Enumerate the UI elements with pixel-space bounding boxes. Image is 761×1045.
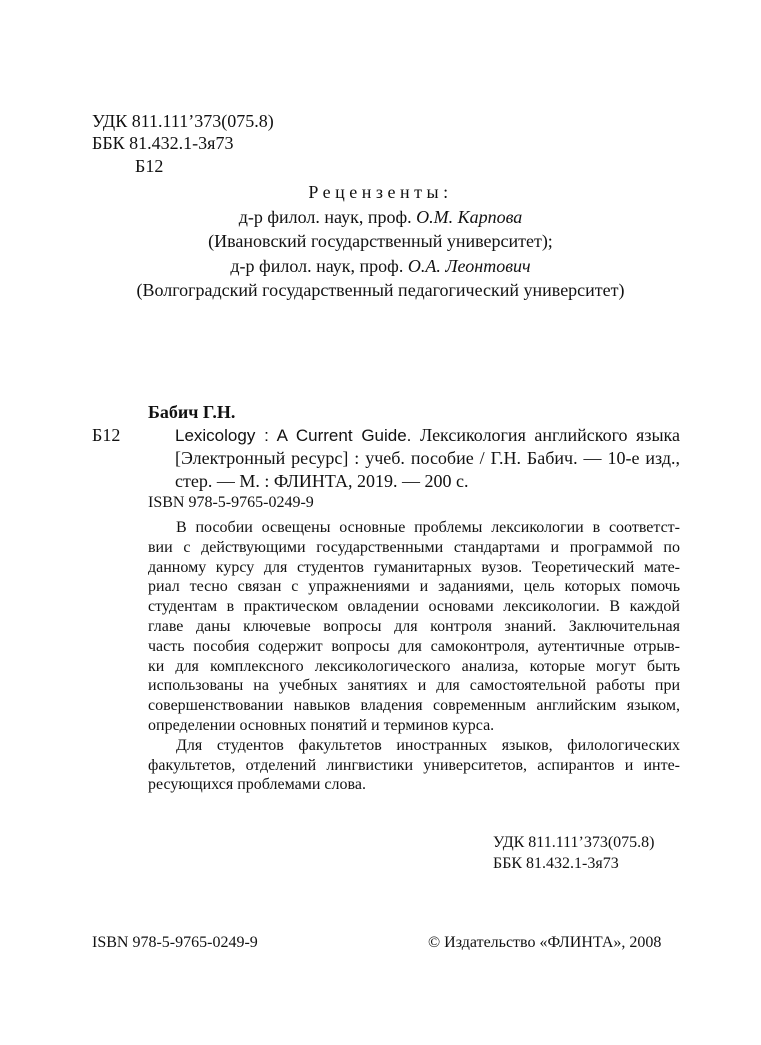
reviewer-1	[0, 205, 761, 230]
abstract-line: главе даны ключевые вопросы для контроля знаний. Заключительная	[148, 617, 680, 635]
bib-line-3: стер. — М. : ФЛИНТА, 2019. — 200 с.	[175, 471, 469, 491]
bbk-code: ББК 81.432.1-3я73	[92, 133, 234, 153]
udk-code-bottom: УДК 811.111’373(075.8)	[493, 834, 655, 851]
book-title-en: Lexicology : A Current Guide.	[175, 426, 412, 445]
book-title-ru: Лексикология английского языка	[419, 425, 681, 445]
abstract-line: риал тесно связан с упражнениями и заданиями, цель которых помочь	[148, 578, 680, 596]
book-author: Бабич Г.Н.	[148, 402, 236, 422]
reviewer-2-affiliation: (Волгоградский государственный педагогический университет)	[136, 280, 625, 300]
reviewer-2-name: О.А. Леонтович	[407, 255, 531, 276]
audience-line: Для студентов факультетов иностранных языков, филологических	[176, 736, 680, 754]
udk-code: УДК 811.111’373(075.8)	[92, 111, 274, 131]
audience-line: ресующихся проблемами слова.	[148, 776, 366, 794]
abstract-line: данному курсу для студентов гуманитарных вузов. Теоретический мате-	[148, 558, 680, 576]
abstract-line: использованы на учебных занятиях и для самостоятельной работы при	[148, 677, 680, 695]
bib-author-mark: Б12	[92, 425, 121, 445]
reviewer-2-degree: д-р филол. наук, проф.	[230, 255, 404, 276]
abstract-line: часть пособия содержит вопросы для самоконтроля, аутентичные отрыв-	[148, 637, 680, 655]
bibliographic-description	[175, 424, 680, 493]
abstract-line: совершенствовании навыков владения современным английским языком,	[148, 697, 680, 715]
abstract-line: В пособии освещены основные проблемы лексикологии в соответст-	[176, 519, 680, 536]
reviewers-heading: Рецензенты:	[308, 182, 453, 202]
bib-line-1	[175, 424, 680, 447]
abstract-line: ки для комплексного лексикологического анализа, которые могут быть	[148, 657, 680, 675]
abstract-line: вии с действующими государственными стандартами и программой по	[148, 538, 680, 556]
abstract-line: определении основных понятий и терминов курса.	[148, 716, 495, 734]
author-mark: Б12	[135, 156, 164, 176]
abstract-line: студентам в практическом овладении основами лексикологии. В каждой	[148, 598, 680, 616]
bbk-code-bottom: ББК 81.432.1-3я73	[493, 855, 619, 872]
bib-line-2: [Электронный ресурс] : учеб. пособие / Г.Н. Бабич. — 10-е изд.,	[175, 448, 680, 468]
footer-isbn: ISBN 978-5-9765-0249-9	[92, 934, 258, 951]
copyright-notice: © Издательство «ФЛИНТА», 2008	[428, 934, 662, 951]
book-isbn: ISBN 978-5-9765-0249-9	[148, 494, 314, 511]
reviewer-1-degree: д-р филол. наук, проф.	[238, 206, 412, 227]
reviewers-section	[0, 180, 761, 303]
reviewer-1-affiliation: (Ивановский государственный университет);	[208, 231, 553, 251]
reviewer-2	[0, 254, 761, 279]
abstract	[148, 518, 680, 795]
audience-line: факультетов, отделений лингвистики университетов, аспирантов и инте-	[148, 756, 680, 774]
reviewer-1-name: О.М. Карпова	[416, 206, 523, 227]
